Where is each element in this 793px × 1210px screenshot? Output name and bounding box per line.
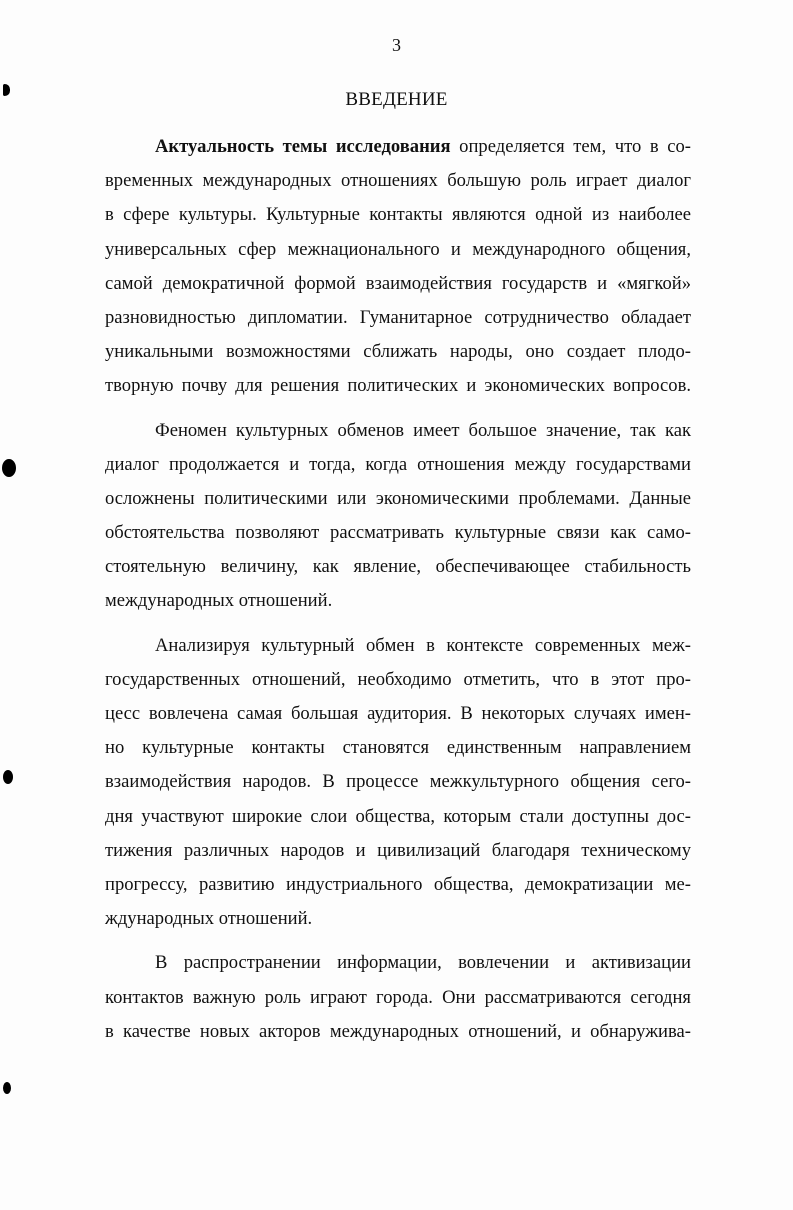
- text-line: временных международных отношениях большую роль играет диалог: [105, 170, 691, 192]
- page-number: 3: [392, 35, 401, 55]
- text-segment: определяется тем, что в со-: [450, 136, 691, 157]
- text-line: творную почву для решения политических и экономических вопросов.: [105, 375, 691, 397]
- text-line: контактов важную роль играют города. Они рассматриваются сегодня: [105, 986, 691, 1008]
- text-line: государственных отношений, необходимо отметить, что в этот про-: [105, 668, 691, 690]
- text-line: Анализируя культурный обмен в контексте современных меж-: [155, 634, 691, 656]
- text-line: цесс вовлечена самая большая аудитория. В некоторых случаях имен-: [105, 703, 691, 724]
- text-line: взаимодействия народов. В процессе межкультурного общения сего-: [105, 771, 691, 793]
- text-line: обстоятельства позволяют рассматривать культурные связи как само-: [105, 522, 691, 544]
- text-line: В распространении информации, вовлечении и активизации: [155, 952, 691, 974]
- paragraph-3: [105, 629, 691, 937]
- text-line: диалог продолжается и тогда, когда отношения между государствами: [105, 453, 691, 475]
- text-line: стоятельную величину, как явление, обеспечивающее стабильность: [105, 556, 691, 578]
- text-line: международных отношений.: [105, 590, 333, 612]
- text-line: прогрессу, развитию индустриального общества, демократизации ме-: [105, 873, 691, 895]
- paragraph-2: [105, 414, 691, 619]
- text-line: в сфере культуры. Культурные контакты являются одной из наиболее: [105, 204, 691, 226]
- paragraph-4: [105, 946, 691, 1049]
- margin-mark: [3, 1082, 11, 1094]
- text-line: самой демократичной формой взаимодействия государств и «мягкой»: [105, 272, 691, 294]
- text-line: Феномен культурных обменов имеет большое значение, так как: [155, 419, 691, 441]
- text-line: но культурные контакты становятся единственным направлением: [105, 737, 691, 759]
- text-line: в качестве новых акторов международных отношений, и обнаружива-: [105, 1020, 691, 1042]
- bold-lead: Актуальность темы исследования: [155, 136, 451, 157]
- text-line: осложнены политическими или экономическими проблемами. Данные: [105, 487, 691, 509]
- text-line: дня участвуют широкие слои общества, которым стали доступны дос-: [105, 805, 691, 827]
- paragraph-1: [105, 130, 691, 404]
- text-line: ждународных отношений.: [105, 908, 313, 930]
- text-line: уникальными возможностями сближать народы, оно создает плодо-: [105, 341, 691, 363]
- margin-mark: [2, 459, 16, 477]
- section-heading: ВВЕДЕНИЕ: [345, 89, 448, 110]
- text-line: универсальных сфер межнационального и международного общения,: [105, 238, 691, 260]
- body-text: [105, 130, 691, 1049]
- text-line: [105, 130, 691, 164]
- text-line: тижения различных народов и цивилизаций благодаря техническому: [105, 839, 691, 861]
- text-line: разновидностью дипломатии. Гуманитарное сотрудничество обладает: [105, 306, 691, 328]
- margin-mark: [3, 770, 13, 784]
